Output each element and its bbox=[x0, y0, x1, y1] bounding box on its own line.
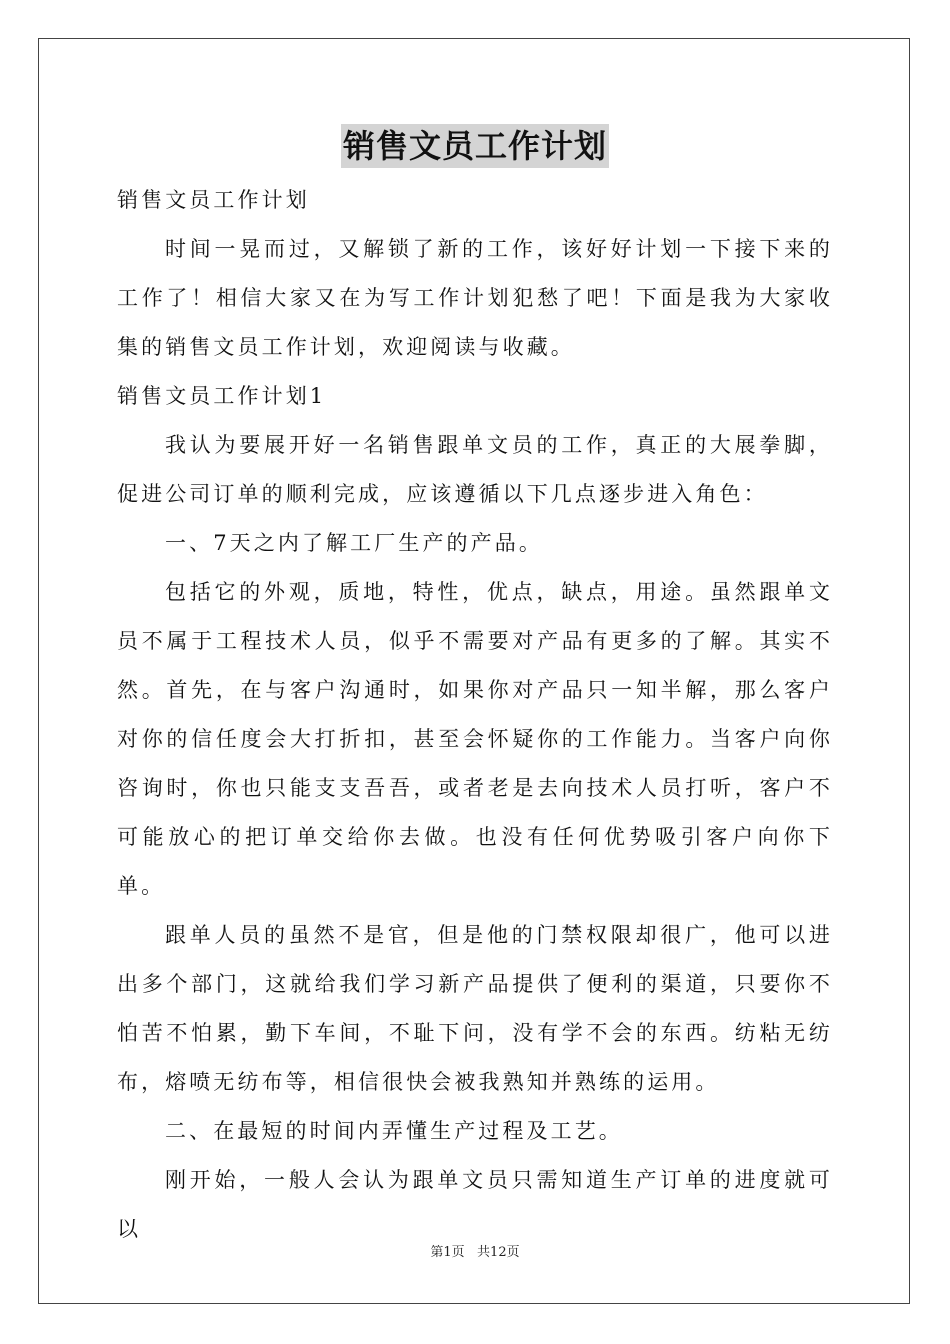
page-number: 第1页 共12页 bbox=[430, 1245, 520, 1260]
paragraph: 时间一晃而过，又解锁了新的工作，该好好计划一下接下来的工作了！相信大家又在为写工作计划犯愁了吧！下面是我为大家收集的销售文员工作计划，欢迎阅读与收藏。 bbox=[117, 237, 833, 359]
paragraph: 销售文员工作计划 bbox=[117, 188, 310, 212]
paragraph: 一、7天之内了解工厂生产的产品。 bbox=[165, 531, 543, 555]
document-title: 销售文员工作计划 bbox=[341, 124, 609, 168]
document-body bbox=[117, 176, 833, 1254]
paragraph: 销售文员工作计划1 bbox=[117, 384, 327, 408]
paragraph: 二、在最短的时间内弄懂生产过程及工艺。 bbox=[165, 1119, 623, 1143]
paragraph: 我认为要展开好一名销售跟单文员的工作，真正的大展拳脚，促进公司订单的顺利完成，应该遵循以下几点逐步进入角色： bbox=[117, 433, 833, 506]
paragraph: 刚开始，一般人会认为跟单文员只需知道生产订单的进度就可以 bbox=[117, 1168, 833, 1241]
title-container bbox=[0, 124, 950, 168]
paragraph: 包括它的外观，质地，特性，优点，缺点，用途。虽然跟单文员不属于工程技术人员，似乎不需要对产品有更多的了解。其实不然。首先，在与客户沟通时，如果你对产品只一知半解，那么客户对你的信任度会大打折扣，甚至会怀疑你的工作能力。当客户向你咨询时，你也只能支支吾吾，或者老是去向技术人员打听，客户不可能放心的把订单交给你去做。也没有任何优势吸引客户向你下单。 bbox=[117, 580, 833, 898]
paragraph: 跟单人员的虽然不是官，但是他的门禁权限却很广，他可以进出多个部门，这就给我们学习新产品提供了便利的渠道，只要你不怕苦不怕累，勤下车间，不耻下问，没有学不会的东西。纺粘无纺布，熔喷无纺布等，相信很快会被我熟知并熟练的运用。 bbox=[117, 923, 833, 1094]
